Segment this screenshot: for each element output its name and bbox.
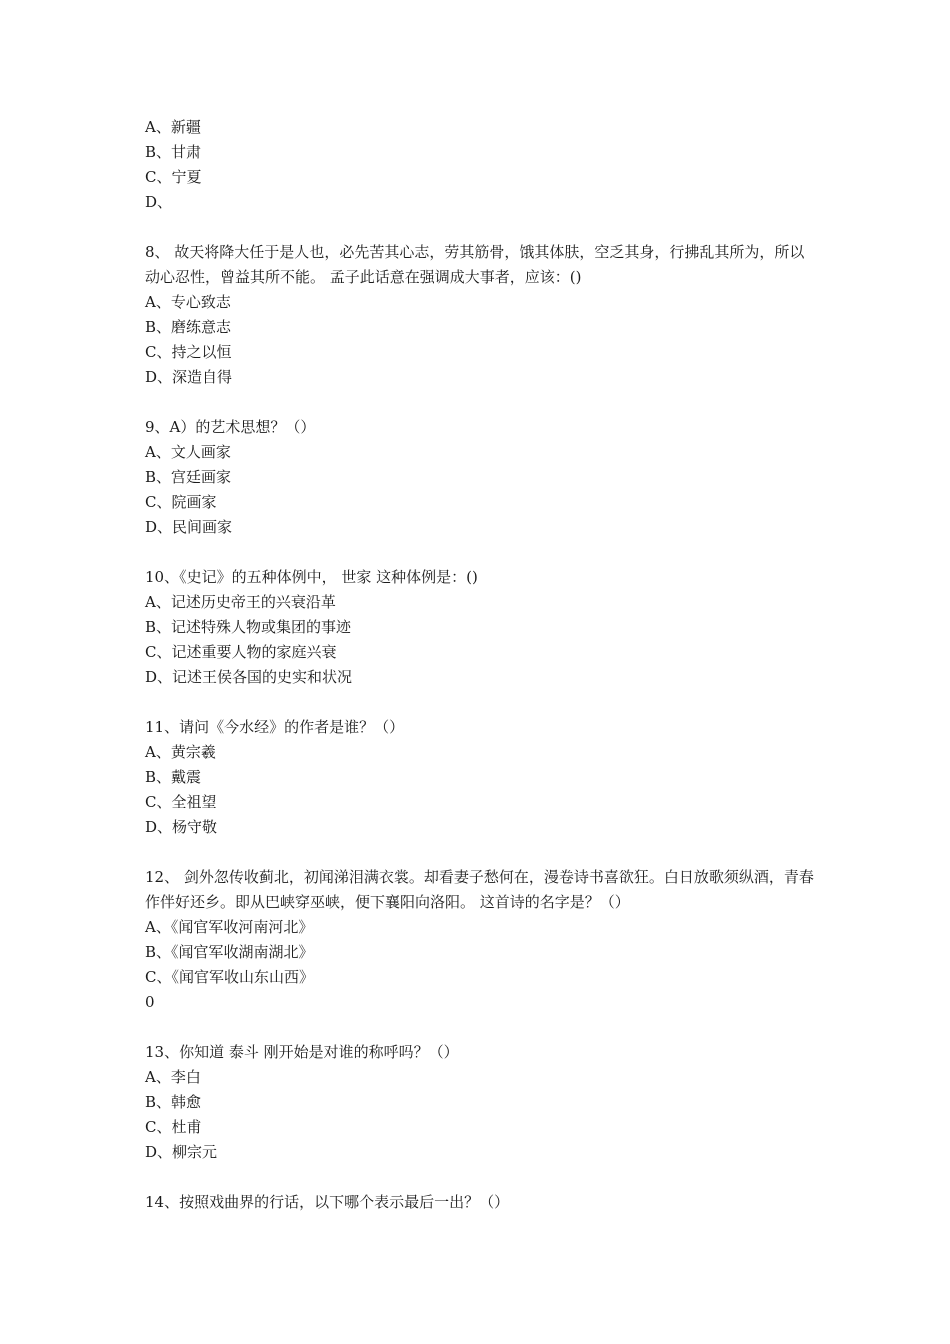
option-c: C、杜甫 bbox=[145, 1118, 202, 1136]
option-d: D、 bbox=[145, 193, 173, 211]
option-d: D、杨守敬 bbox=[145, 818, 218, 836]
option-b: B、《闻官军收湖南湖北》 bbox=[145, 943, 314, 961]
option-a: A、记述历史帝王的兴衰沿革 bbox=[145, 593, 336, 611]
option-c: C、宁夏 bbox=[145, 168, 202, 186]
spacer bbox=[145, 690, 815, 715]
option-b: B、韩愈 bbox=[145, 1093, 202, 1111]
option-c: C、院画家 bbox=[145, 493, 217, 511]
option-a: A、李白 bbox=[145, 1068, 201, 1086]
spacer bbox=[145, 215, 815, 240]
question-block-14 bbox=[145, 1190, 815, 1215]
option-d: D、记述王侯各国的史实和状况 bbox=[145, 668, 353, 686]
option-d: D、民间画家 bbox=[145, 518, 233, 536]
option-c: C、持之以恒 bbox=[145, 343, 232, 361]
option-d: D、深造自得 bbox=[145, 368, 233, 386]
question-text: 12、 剑外忽传收蓟北，初闻涕泪满衣裳。却看妻子愁何在，漫卷诗书喜欲狂。白日放歌须纵酒，青春作伴好还乡。即从巴峡穿巫峡，便下襄阳向洛阳。 这首诗的名字是？（） bbox=[145, 868, 814, 911]
option-c: C、记述重要人物的家庭兴衰 bbox=[145, 643, 337, 661]
spacer bbox=[145, 1015, 815, 1040]
question-block-13 bbox=[145, 1040, 815, 1165]
question-block-8 bbox=[145, 240, 815, 390]
option-a: A、专心致志 bbox=[145, 293, 231, 311]
option-a: A、新疆 bbox=[145, 118, 201, 136]
question-block-9 bbox=[145, 415, 815, 540]
spacer bbox=[145, 840, 815, 865]
question-block-7-options bbox=[145, 115, 815, 215]
option-b: B、磨练意志 bbox=[145, 318, 232, 336]
question-block-10 bbox=[145, 565, 815, 690]
question-text: 13、你知道 泰斗 刚开始是对谁的称呼吗？（） bbox=[145, 1043, 459, 1061]
question-block-11 bbox=[145, 715, 815, 840]
question-text: 9、A）的艺术思想？（） bbox=[145, 418, 316, 436]
question-block-12 bbox=[145, 865, 815, 1015]
spacer bbox=[145, 540, 815, 565]
option-b: B、记述特殊人物或集团的事迹 bbox=[145, 618, 352, 636]
option-d: 0 bbox=[145, 993, 155, 1011]
spacer bbox=[145, 390, 815, 415]
option-a: A、《闻官军收河南河北》 bbox=[145, 918, 314, 936]
question-text: 14、按照戏曲界的行话，以下哪个表示最后一出？（） bbox=[145, 1193, 510, 1211]
question-text: 10、《史记》的五种体例中， 世家 这种体例是：() bbox=[145, 568, 478, 586]
question-text: 11、请问《今水经》的作者是谁？（） bbox=[145, 718, 405, 736]
option-b: B、戴震 bbox=[145, 768, 202, 786]
option-b: B、宫廷画家 bbox=[145, 468, 232, 486]
option-a: A、文人画家 bbox=[145, 443, 231, 461]
option-c: C、《闻官军收山东山西》 bbox=[145, 968, 314, 986]
spacer bbox=[145, 1165, 815, 1190]
option-a: A、黄宗羲 bbox=[145, 743, 216, 761]
document-page bbox=[145, 115, 815, 1215]
option-b: B、甘肃 bbox=[145, 143, 202, 161]
option-d: D、柳宗元 bbox=[145, 1143, 218, 1161]
option-c: C、全祖望 bbox=[145, 793, 217, 811]
question-text: 8、 故天将降大任于是人也，必先苦其心志，劳其筋骨，饿其体肤，空乏其身，行拂乱其所为，所以动心忍性，曾益其所不能。 孟子此话意在强调成大事者，应该：() bbox=[145, 243, 805, 286]
